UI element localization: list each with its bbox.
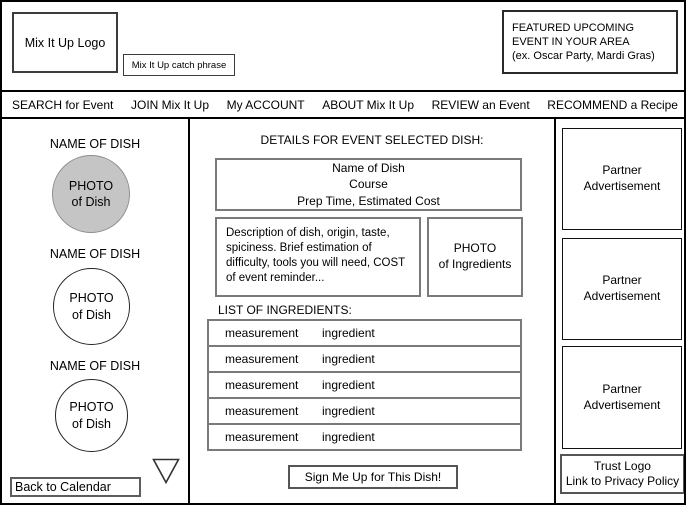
summary-prep-cost: Prep Time, Estimated Cost	[297, 193, 440, 208]
dish-summary-box	[215, 158, 522, 211]
summary-course: Course	[349, 177, 388, 192]
back-to-calendar-button[interactable]	[10, 477, 141, 497]
ingredient-measurement: measurement	[225, 326, 299, 340]
ingredient-name: ingredient	[322, 430, 375, 444]
main-nav	[2, 90, 686, 119]
ingredient-row	[207, 371, 522, 399]
sign-up-label: Sign Me Up for This Dish!	[304, 470, 442, 484]
nav-about-mix-it-up[interactable]: ABOUT Mix It Up	[322, 97, 415, 112]
ingredient-row	[207, 345, 522, 373]
trust-privacy-link[interactable]	[560, 454, 685, 494]
dish-1-photo-line-1: PHOTO	[68, 178, 114, 193]
dish-list-sidebar	[2, 119, 190, 505]
catch-phrase	[123, 54, 235, 76]
ingredients-photo	[427, 217, 523, 297]
content	[2, 119, 686, 505]
ingredient-row	[207, 423, 522, 451]
featured-event-banner[interactable]	[502, 10, 678, 74]
ingredient-name: ingredient	[322, 352, 375, 366]
partner-ad-2[interactable]: Partner Advertisement	[562, 238, 682, 340]
featured-line-3: (ex. Oscar Party, Mardi Gras)	[512, 50, 655, 63]
dish-2-photo-line-1: PHOTO	[69, 291, 114, 306]
ingredient-measurement: measurement	[225, 378, 299, 392]
nav-search-event[interactable]: SEARCH for Event	[12, 97, 114, 112]
ingredient-measurement: measurement	[225, 352, 299, 366]
ads-sidebar	[554, 119, 686, 505]
featured-line-2: EVENT IN YOUR AREA	[512, 35, 630, 48]
nav-join-mix-it-up[interactable]: JOIN Mix It Up	[130, 97, 209, 112]
nav-review-an-event[interactable]: REVIEW an Event	[431, 97, 530, 112]
ingredients-photo-line-2: of Ingredients	[438, 257, 512, 271]
nav-my-account[interactable]: My ACCOUNT	[226, 97, 305, 112]
dish-3-name[interactable]: NAME OF DISH	[49, 359, 141, 373]
nav-recommend-recipe[interactable]: RECOMMEND a Recipe	[547, 97, 678, 112]
ingredient-measurement: measurement	[225, 404, 299, 418]
ingredients-photo-line-1: PHOTO	[453, 241, 497, 256]
dish-1-photo-line-2: of Dish	[71, 195, 111, 209]
logo[interactable]	[12, 12, 118, 73]
ingredient-row	[207, 397, 522, 425]
logo-label: Mix It Up Logo	[24, 35, 106, 50]
details-heading: DETAILS FOR EVENT SELECTED DISH:	[260, 133, 484, 147]
dish-3-photo-line-1: PHOTO	[69, 400, 114, 415]
ingredients-heading: LIST OF INGREDIENTS:	[218, 303, 352, 317]
dish-details-panel	[190, 119, 554, 505]
sign-up-button[interactable]	[288, 465, 458, 489]
back-to-calendar-label: Back to Calendar	[15, 480, 111, 494]
ingredient-name: ingredient	[322, 404, 375, 418]
scroll-down-icon[interactable]	[152, 458, 180, 484]
ingredient-name: ingredient	[322, 378, 375, 392]
ingredient-name: ingredient	[322, 326, 375, 340]
featured-line-1: FEATURED UPCOMING	[512, 21, 635, 34]
dish-3-photo-line-2: of Dish	[72, 416, 111, 431]
dish-1-name[interactable]: NAME OF DISH	[49, 137, 141, 151]
ingredient-row	[207, 319, 522, 347]
dish-1-photo[interactable]	[52, 155, 130, 233]
partner-ad-1[interactable]: Partner Advertisement	[562, 128, 682, 230]
summary-dish-name: Name of Dish	[332, 161, 405, 176]
dish-2-name[interactable]: NAME OF DISH	[49, 247, 141, 261]
trust-logo-label: Trust Logo	[594, 459, 651, 473]
privacy-link-label: Link to Privacy Policy	[565, 474, 680, 488]
dish-2-photo-line-2: of Dish	[72, 307, 111, 322]
ingredient-measurement: measurement	[225, 430, 299, 444]
dish-description: Description of dish, origin, taste, spiciness. Brief estimation of difficulty, tools you will need, COST of event reminder...	[215, 217, 421, 297]
ingredients-table	[207, 319, 522, 451]
dish-2-photo[interactable]	[53, 268, 130, 345]
dish-3-photo[interactable]	[55, 379, 128, 452]
partner-ad-3[interactable]: Partner Advertisement	[562, 346, 682, 449]
catch-phrase-label: Mix It Up catch phrase	[131, 59, 227, 71]
